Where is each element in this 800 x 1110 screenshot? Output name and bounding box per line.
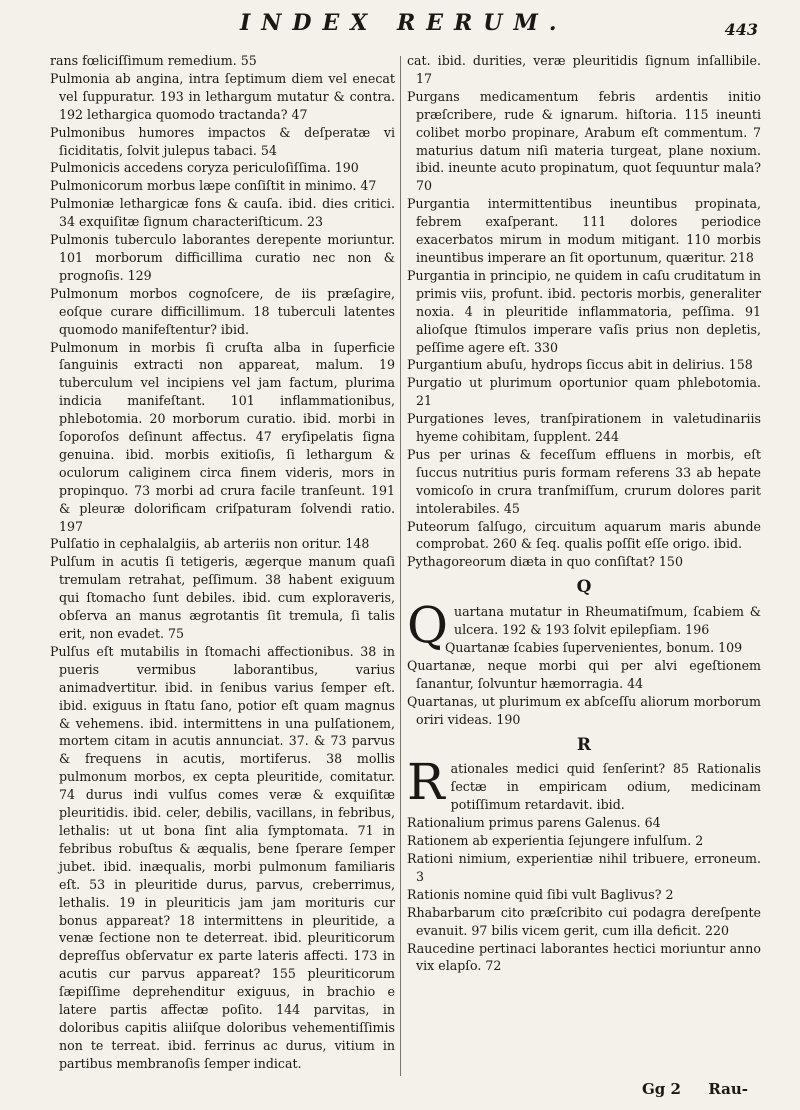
page-header	[0, 6, 800, 46]
index-entry: Purgationes leves, tranſpirationem in valetudinariis hyeme cohibitam, ſupplent. 244	[407, 411, 761, 445]
index-entry: Pulmonis tuberculo laborantes derepente moriuntur. 101 morborum difficillima curatio nec non & prognoſis. 129	[50, 232, 395, 283]
index-entry: Pus per urinas & feceſſum effluens in morbis, eſt ſuccus nutritius puris formam referens 33 ab hepate vomicoſo in crura tranſmiſſum, crurum dolores parit intolerabiles. 45	[407, 446, 761, 516]
index-entry: Pulmonum in morbis ſi cruſta alba in ſuperficie ſanguinis extracti non appareat, malum. 19 tuberculum vel incipiens vel jam factum, plurima indicia manifeſtant. 101 inflammationibus, phlebotomia. 20 morborum curatio. ibid. morbi in ſoporoſos deſinunt affectus. 47 eryſipelatis ſigna genuina. ibid. morbis exitioſis, ſi lethargum & oculorum caliginem circa finem videris, mors in propinquo. 73 morbi ad crura facile tranſeunt. 191 & pleuræ dolorificam criſpaturam ſolvendi ratio. 197	[50, 339, 395, 534]
right-column	[407, 52, 761, 975]
index-entry: Puteorum ſalſugo, circuitum aquarum maris abunde comprobat. 260 & ſeq. qualis poſſit eſſe origo. ibid.	[407, 518, 761, 552]
index-entry: Rationem ab experientia ſejungere infulſum. 2	[407, 833, 704, 849]
index-entry: Purgans medicamentum febris ardentis initio præſcribere, rude & ignarum. hiſtoria. 115 ineunti colibet morbo propinare, Arabum eſt commentum. 7 maturius datum niſi materia turgeat, plane noxium. ibid. ineunte acuto propinatum, quot ſequuntur mala? 70	[407, 88, 761, 194]
signature-mark: Gg 2	[642, 1080, 681, 1098]
index-entry: Pulſatio in cephalalgiis, ab arteriis non oritur. 148	[50, 536, 370, 552]
left-column	[50, 52, 395, 1073]
index-entry: Pulſus eſt mutabilis in ſtomachi affectionibus. 38 in pueris vermibus laborantibus, varius animadvertitur. ibid. in ſenibus varius ſemper eſt. ibid. exiguus in ſtatu ſano, potior eſt quam magnus & vehemens. ibid. intermittens in una pulſationem, mortem citam in acutis annunciat. 37. & 73 parvus & frequens in acutis, mortiferus. 38 mollis pulmonum morbos, ex cepta pleuritide, comitatur. 74 durus indi vulſus comes veræ & exquiſitæ pleuritidis. ibid. celer, debilis, vacillans, in febribus, lethalis: ut ut bona ſint alia ſymptomata. 71 in febribus robuſtus & æqualis, bene ſperare ſemper jubet. ibid. inæqualis, morbi pulmonum familiaris eſt. 53 in pleuritide durus, parvus, creberrimus, lethalis. 19 in pleuriticis jam jam morituris cur bonus appareat? 18 intermittens in pleuritide, a venæ ſectione non te deterreat. ibid. pleuriticorum depreſſus obſervatur ex parte lateris affecti. 173 in acutis cur parvus appareat? 155 pleuriticorum ſæpiſſime deprehenditur exiguus, in brachio e latere partis affectæ poſito. 144 parvitas, in doloribus capitis aliiſque doloribus vehementiſſimis non te terreat. ibid. ferrinus ac durus, vitium in partibus membranoſis ſemper indicat.	[50, 643, 395, 1071]
catchword: Rau-	[708, 1080, 748, 1098]
index-entry: Pulmonum morbos cognoſcere, de iis præſagire, eoſque curare difficillimum. 18 tuberculi latentes quomodo manifeſtentur? ibid.	[50, 285, 395, 337]
index-entry: Purgantium abuſu, hydrops ſiccus abit in delirius. 158	[407, 357, 753, 373]
dropcap-r: R	[407, 753, 445, 812]
index-entry-text: uartana mutatur in Rheumatiſmum, ſcabiem & ulcera. 192 & 193 ſolvit epilepſiam. 196	[454, 604, 761, 638]
index-entry: Pulmonicorum morbus læpe conſiſtit in minimo. 47	[50, 178, 377, 194]
running-head: INDEX RERUM.	[240, 10, 568, 36]
index-entry: Purgantia intermittentibus ineuntibus propinata, febrem exaſperant. 111 dolores periodice exacerbatos mirum in modum mitigant. 110 morbis ineuntibus imperare an ſit oportunum, quæritur. 218	[407, 196, 761, 265]
index-entry: Rationis nomine quid ſibi vult Baglivus? 2	[407, 886, 674, 902]
index-entry-first-r	[407, 753, 761, 814]
page-footer	[0, 1080, 800, 1104]
index-entry: Pulſum in acutis ſi tetigeris, ægerque manum quaſi tremulam retrahat, peſſimum. 38 habent exiguum qui ſtomacho ſunt debiles. ibid. cum exploraveris, obſerva an manus ægrotantis ſit tremula, ſi talis erit, non evadet. 75	[50, 554, 395, 641]
column-divider	[400, 56, 401, 1076]
index-entry: Raucedine pertinaci laborantes hectici moriuntur anno vix elapſo. 72	[407, 940, 761, 974]
index-entry: Purgantia in principio, ne quidem in caſu cruditatum in primis viis, profunt. ibid. pectoris morbis, generaliter noxia. 4 in pleuritide inflammatoria, peſſima. 91 alioſque ſtimulos imperare vaſis prius non depletis, peſſime agere eſt. 330	[407, 267, 761, 355]
dropcap-q: Q	[407, 596, 448, 655]
index-entry: Pulmonia ab angina, intra ſeptimum diem vel enecat vel ſuppuratur. 193 in lethargum mutatur & contra. 192 lethargica quomodo tractanda? 47	[50, 70, 395, 122]
index-entry: Quartanæ ſcabies ſupervenientes, bonum. 109	[445, 640, 743, 655]
index-entry-text: ationales medici quid ſenſerint? 85 Rationalis ſectæ in empiricam odium, medicinam potiſſimum retardavit. ibid.	[450, 761, 761, 813]
index-entry: Pulmonibus humores impactos & deſperatæ vi ſiciditatis, ſolvit julepus tabaci. 54	[50, 124, 395, 158]
index-entry: Rationalium primus parens Galenus. 64	[407, 815, 661, 831]
section-letter-r: R	[576, 734, 592, 755]
index-entry: Pulmonicis accedens coryza periculoſiſſima. 190	[50, 160, 359, 176]
index-entry: Purgatio ut plurimum oportunior quam phlebotomia. 21	[407, 375, 761, 409]
page-number: 443	[724, 20, 758, 39]
index-entry: Quartanæ, neque morbi qui per alvi egeſtionem ſanantur, ſolvuntur hæmorragia. 44	[407, 657, 761, 691]
index-entry: cat. ibid. durities, veræ pleuritidis ſignum inſallibile. 17	[407, 53, 761, 86]
index-entry: Rationi nimium, experientiæ nihil tribuere, erroneum. 3	[407, 850, 761, 884]
index-entry: rans fœliciſſimum remedium. 55	[50, 53, 257, 68]
index-entry: Pulmoniæ lethargicæ fons & cauſa. ibid. dies critici. 34 exquiſitæ ſignum characteriſticum. 23	[50, 196, 395, 230]
index-entry: Rhabarbarum cito præſcribito cui podagra dereſpente evanuit. 97 bilis vicem gerit, cum illa deficit. 220	[407, 904, 761, 938]
section-letter-q: Q	[576, 577, 592, 598]
index-entry: Quartanas, ut plurimum ex abſceſſu aliorum morborum oriri videas. 190	[407, 693, 761, 727]
index-entry: Pythagoreorum diæta in quo conſiſtat? 150	[407, 554, 683, 570]
